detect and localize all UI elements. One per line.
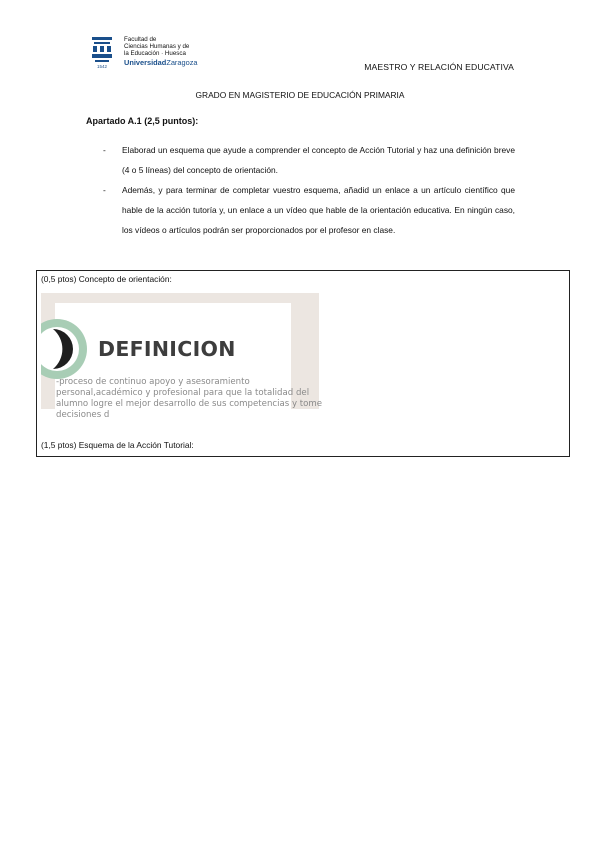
list-item xyxy=(103,180,515,240)
university-logo xyxy=(90,36,220,72)
subject-title: MAESTRO Y RELACIÓN EDUCATIVA xyxy=(364,62,514,72)
bullet-dash: - xyxy=(103,185,106,195)
list-item-text: Elaborad un esquema que ayude a comprender el concepto de Acción Tutorial y haz una definición breve (4 o 5 líneas) del concepto de orientación. xyxy=(122,145,515,175)
scheme-label: (1,5 ptos) Esquema de la Acción Tutorial: xyxy=(41,440,194,450)
faculty-line: Facultad de xyxy=(124,36,157,43)
university-crest-icon xyxy=(90,36,114,70)
definition-title: DEFINICION xyxy=(98,337,236,361)
svg-text:1542: 1542 xyxy=(96,64,108,69)
faculty-line: la Educación · Huesca xyxy=(124,50,186,57)
section-heading: Apartado A.1 (2,5 puntos): xyxy=(86,116,199,126)
faculty-line: Ciencias Humanas y de xyxy=(124,43,190,50)
list-item xyxy=(103,140,515,180)
bullet-dash: - xyxy=(103,145,106,155)
orientation-label: (0,5 ptos) Concepto de orientación: xyxy=(41,274,172,284)
instructions-list xyxy=(103,140,515,240)
list-item-text: Además, y para terminar de completar vuestro esquema, añadid un enlace a un artículo científico que hable de la acción tutoría y, un enlace a un vídeo que hable de la orientación educativa. En ningún caso, los vídeos o artículos podrán ser proporcionados por el profesor en clase. xyxy=(122,185,515,235)
answer-box xyxy=(36,270,570,457)
definition-text: -proceso de continuo apoyo y asesoramiento personal,académico y profesional para que la totalidad del alumno logre el mejor desarrollo de sus competencias y tome decisiones d xyxy=(56,377,323,420)
program-title: GRADO EN MAGISTERIO DE EDUCACIÓN PRIMARIA xyxy=(195,90,405,100)
university-name: UniversidadZaragoza xyxy=(124,58,198,67)
faculty-name xyxy=(124,36,198,67)
definition-image xyxy=(41,293,323,420)
